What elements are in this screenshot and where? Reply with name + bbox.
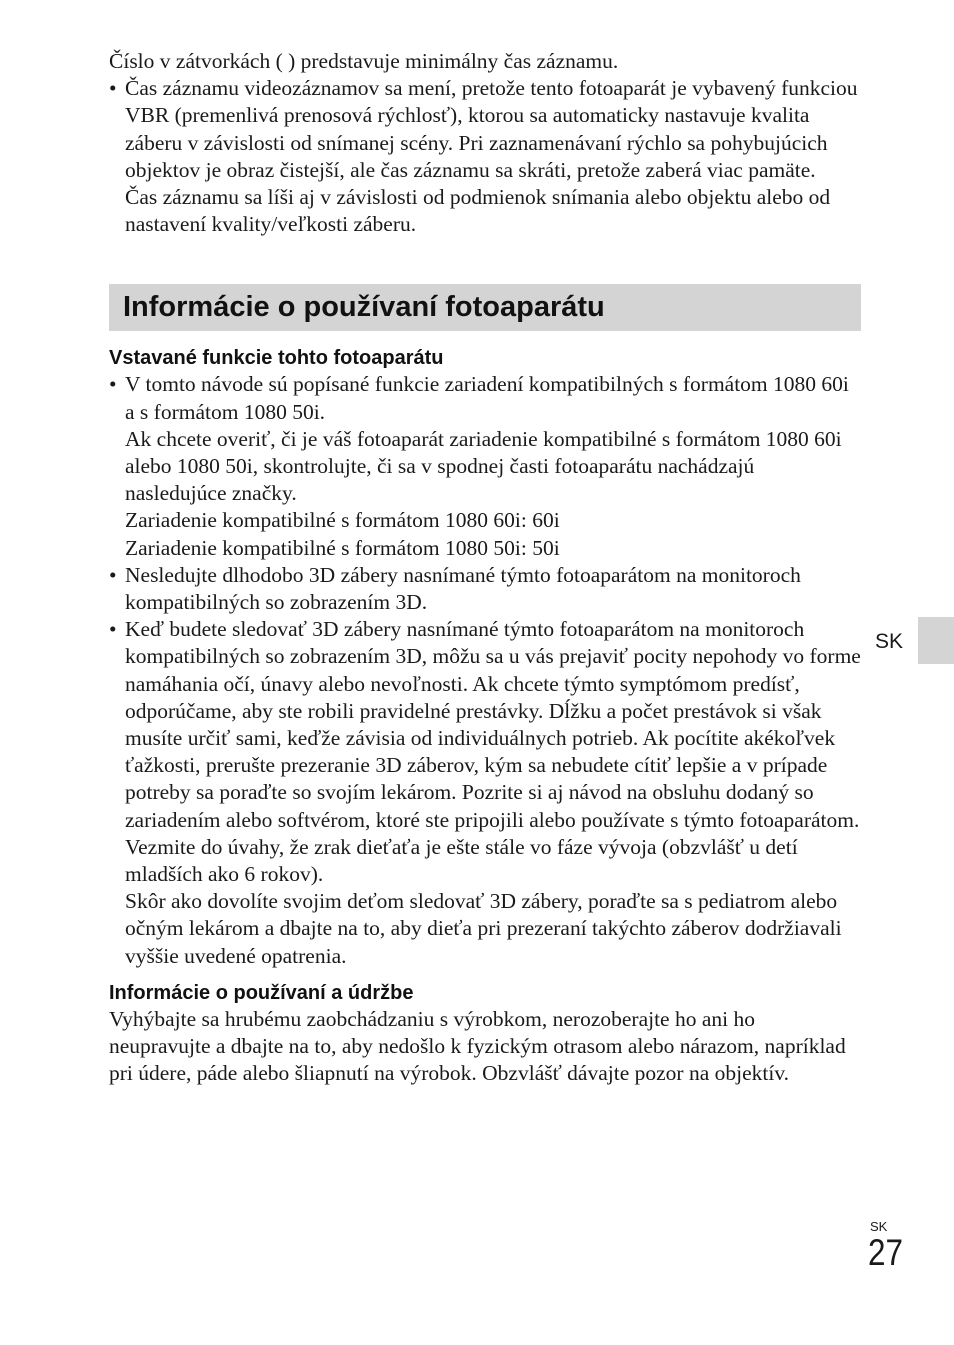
language-side-label: SK	[875, 630, 904, 653]
bullet-3d-long-viewing: • Nesledujte dlhodobo 3D zábery nasnímané týmto fotoaparátom na monitoroch kompatibilných so zobrazením 3D.	[109, 562, 861, 616]
section-title: Informácie o používaní fotoaparátu	[123, 291, 605, 324]
care-text: Vyhýbajte sa hrubému zaobchádzaniu s výrobkom, nerozoberajte ho ani ho neupravujte a dbajte na to, aby nedošlo k fyzickým otrasom alebo nárazom, napríklad pri údere, páde alebo šliapnutí na výrobok. Obzvlášť dávajte pozor na objektív.	[109, 1006, 846, 1086]
bullet-3d-children: Vezmite do úvahy, že zrak dieťaťa je ešte stále vo fáze vývoja (obzvlášť u detí mladších ako 6 rokov).	[125, 834, 798, 887]
section-header-band	[109, 284, 861, 331]
bullet-format-compatibility: • V tomto návode sú popísané funkcie zariadení kompatibilných s formátom 1080 60i a s formátom 1080 50i.	[109, 371, 861, 425]
format-60i-line: Zariadenie kompatibilné s formátom 1080 60i: 60i	[125, 508, 560, 533]
bullet-3d-discomfort: • Keď budete sledovať 3D zábery nasnímané týmto fotoaparátom na monitoroch kompatibilných so zobrazením 3D, môžu sa u vás prejaviť pocity nepohody vo forme namáhania očí, únavy alebo nevoľnosti. Ak chcete týmto symptómom predísť, odporúčame, aby ste robili pravidelné prestávky. Dĺžku a počet prestávok si však musíte určiť sami, keďže závisia od individuálnych potrieb. Ak pocítite akékoľvek ťažkosti, prerušte prezeranie 3D záberov, kým sa nebudete cítiť lepšie a v prípade potreby sa poraďte so svojím lekárom. Pozrite si aj návod na obsluhu dodaný so zariadením alebo softvérom, ktoré ste pripojili alebo používate s týmto fotoaparátom.	[109, 616, 861, 834]
bullet-format-check: Ak chcete overiť, či je váš fotoaparát zariadenie kompatibilné s formátom 1080 60i alebo 1080 50i, skontrolujte, či sa v spodnej časti fotoaparátu nachádzajú nasledujúce značky.	[125, 426, 842, 506]
intro-bullet-vbr-continued: Čas záznamu sa líši aj v závislosti od podmienok snímania alebo objektu alebo od nastavení kvality/veľkosti záberu.	[125, 185, 831, 237]
page-content	[109, 48, 861, 1088]
footer-language: SK	[870, 1219, 888, 1234]
care-heading: Informácie o používaní a údržbe	[109, 981, 414, 1004]
builtin-functions-heading: Vstavané funkcie tohto fotoaparátu	[109, 347, 444, 370]
language-side-tab	[918, 617, 954, 664]
format-50i-line: Zariadenie kompatibilné s formátom 1080 50i: 50i	[125, 535, 560, 560]
bullet-3d-pediatrician: Skôr ako dovolíte svojim deťom sledovať 3D zábery, poraďte sa s pediatrom alebo očným lekárom a dbajte na to, aby dieťa pri prezeraní takýchto záberov dodržiavali vyššie uvedené opatrenia.	[125, 889, 842, 968]
page-number: 27	[868, 1232, 903, 1273]
intro-bullet-vbr: • Čas záznamu videozáznamov sa mení, pretože tento fotoaparát je vybavený funkciou VBR (premenlivá prenosová rýchlosť), ktorou sa automaticky nastavuje kvalita záberu v závislosti od snímanej scény. Pri zaznamenávaní rýchlo sa pohybujúcich objektov je obraz čistejší, ale čas záznamu sa skráti, pretože zaberá viac pamäte.	[109, 75, 861, 184]
intro-line: Číslo v zátvorkách ( ) predstavuje minimálny čas záznamu.	[109, 49, 619, 73]
